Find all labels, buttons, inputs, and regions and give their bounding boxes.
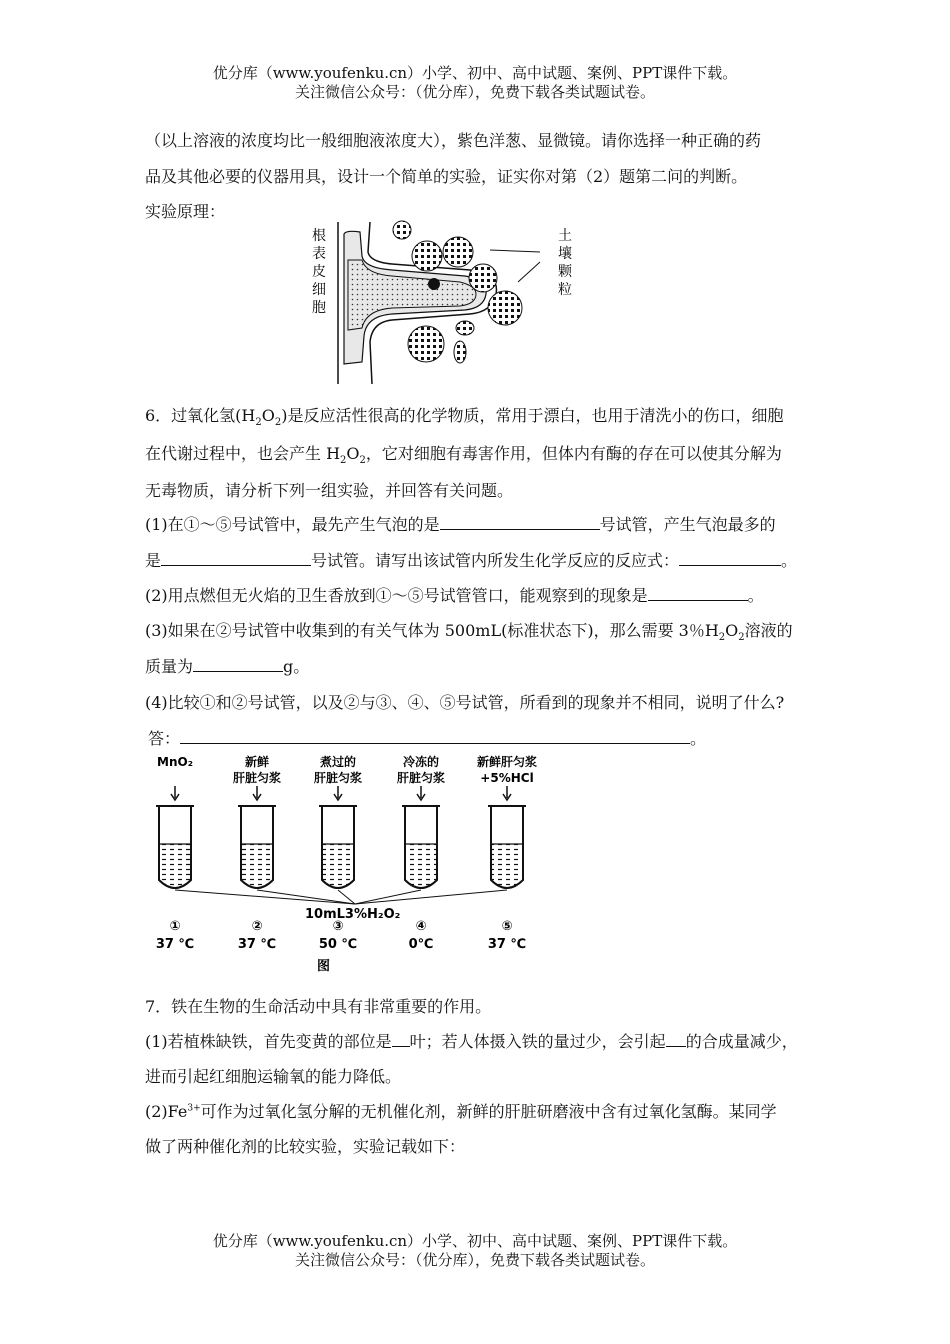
figure-caption: 图 (317, 959, 331, 974)
q6-line-2: 在代谢过程中，也会产生 $H_2O_2$，它对细胞有毒害作用，但体内有酶的存在可以使其分解为 (145, 444, 782, 467)
header-line-1: 优分库（www.youfenku.cn）小学、初中、高中试题、案例、PPT课件下载。 (212, 64, 738, 82)
svg-text:壤: 壤 (558, 246, 572, 262)
tube-temperature: 0℃ (408, 937, 434, 952)
q7-line-1: 7．铁在生物的生命活动中具有非常重要的作用。 (145, 997, 492, 1016)
answer-blank-most-bubbles[interactable] (161, 551, 311, 566)
tube-liquid (159, 844, 191, 888)
tube-reagent-label: 新鲜肝匀浆 (476, 755, 538, 769)
pointer-line (175, 890, 355, 904)
page-footer (0, 1232, 950, 1270)
svg-text:粒: 粒 (558, 282, 572, 298)
q7-part1-line-2: 进而引起红细胞运输氧的能力降低。 (145, 1067, 402, 1086)
tube-liquid (491, 844, 523, 888)
q7-part1-line-1: (1)若植株缺铁，首先变黄的部位是 叶；若人体摄入铁的量过少，会引起 的合成量减少， (145, 1032, 798, 1051)
tube-liquid (322, 844, 354, 888)
tube-reagent-label-2: 肝脏匀浆 (396, 771, 446, 785)
q6-part2: (2)用点燃但无火焰的卫生香放到①～⑤号试管管口，能观察到的现象是 。 (145, 586, 764, 605)
svg-text:表: 表 (312, 246, 326, 262)
q7-part2-line-1: $(2)Fe^{3+}$可作为过氧化氢分解的无机催化剂，新鲜的肝脏研磨液中含有过氧化氢酶。某同学 (145, 1102, 777, 1121)
tube-liquid (405, 844, 437, 888)
nucleus (428, 278, 440, 290)
tube-temperature: 37 ℃ (487, 937, 527, 952)
tube-temperature: 50 ℃ (318, 937, 358, 952)
tube-number: ② (251, 919, 263, 934)
intro-line-2: 品及其他必要的仪器用具，设计一个简单的实验，证实你对第（2）题第二问的判断。 (145, 167, 748, 186)
tube-reagent-label-2: 肝脏匀浆 (232, 771, 282, 785)
svg-text:土: 土 (558, 228, 572, 244)
answer-blank-reaction-equation[interactable] (679, 551, 781, 566)
q6-part1-line-2: 是 号试管。请写出该试管内所发生化学反应的反应式： 。 (145, 551, 798, 570)
answer-blank-protein[interactable] (666, 1032, 686, 1047)
svg-text:细: 细 (312, 282, 326, 298)
q7-part2-line-2: 做了两种催化剂的比较实验，实验记载如下： (145, 1137, 466, 1156)
tube-reagent-label: 新鲜 (244, 755, 270, 769)
center-volume-label: 10mL3%H₂O₂ (305, 907, 401, 922)
q6-answer-line: 答： 。 (148, 729, 707, 748)
page-header (0, 64, 950, 102)
answer-blank-first-bubbles[interactable] (440, 515, 600, 530)
pointer-line (355, 890, 507, 904)
q6-part4: (4)比较①和②号试管，以及②与③、④、⑤号试管，所看到的现象并不相同，说明了什么? (145, 693, 785, 712)
q6-part1-line-1: (1)在①～⑤号试管中，最先产生气泡的是 号试管，产生气泡最多的 (145, 515, 776, 534)
root-cell-figure (300, 212, 590, 392)
label-soil-particles (558, 227, 573, 298)
pointer-line (355, 890, 421, 904)
tube-number: ⑤ (501, 919, 513, 934)
tube-reagent-label: 冷冻的 (402, 755, 440, 769)
tube-temperature: 37 ℃ (237, 937, 277, 952)
label-root-epidermal-cell (312, 227, 326, 316)
intro-line-1: （以上溶液的浓度均比一般细胞液浓度大），紫色洋葱、显微镜。请你选择一种正确的药 (145, 131, 762, 150)
footer-line-2: 关注微信公众号：（优分库），免费下载各类试题试卷。 (294, 1251, 655, 1269)
tube-liquid (241, 844, 273, 888)
svg-text:胞: 胞 (312, 300, 326, 316)
header-line-2: 关注微信公众号：（优分库），免费下载各类试题试卷。 (294, 83, 655, 101)
answer-blank-leaf[interactable] (392, 1032, 410, 1047)
q6-line-3: 无毒物质，请分析下列一组实验，并回答有关问题。 (145, 481, 514, 500)
q6-part3-line-2: 质量为 g。 (145, 657, 310, 676)
answer-blank-explanation[interactable] (180, 729, 690, 744)
svg-text:根: 根 (312, 228, 326, 244)
test-tubes-figure (145, 752, 585, 977)
answer-blank-mass[interactable] (193, 657, 283, 672)
test-tube-3 (314, 754, 362, 952)
footer-line-1: 优分库（www.youfenku.cn）小学、初中、高中试题、案例、PPT课件下载。 (212, 1232, 738, 1250)
tube-reagent-label-2: 肝脏匀浆 (313, 771, 363, 785)
intro-line-3: 实验原理： (145, 202, 226, 221)
tube-reagent-label-2: +5%HCl (480, 771, 534, 785)
answer-blank-phenomenon[interactable] (648, 586, 748, 601)
svg-text:颗: 颗 (558, 264, 572, 280)
tube-number: ① (169, 919, 181, 934)
q6-part3-line-1: (3)如果在②号试管中收集到的有关气体为 500mL(标准状态下)，那么需要 3％$H_2O_2$溶液的 (145, 621, 793, 644)
q6-line-1: 6．过氧化氢$(H_2O_2)$是反应活性很高的化学物质，常用于漂白，也用于清洗小的伤口，细胞 (145, 406, 784, 429)
test-tube-4 (355, 754, 445, 952)
test-tube-5 (355, 754, 537, 952)
tube-reagent-label: 煮过的 (319, 755, 357, 769)
svg-text:皮: 皮 (312, 264, 326, 280)
tube-number: ③ (332, 919, 344, 934)
tube-reagent-label: MnO₂ (157, 755, 193, 769)
tube-temperature: 37 ℃ (155, 937, 195, 952)
tube-number: ④ (415, 919, 427, 934)
